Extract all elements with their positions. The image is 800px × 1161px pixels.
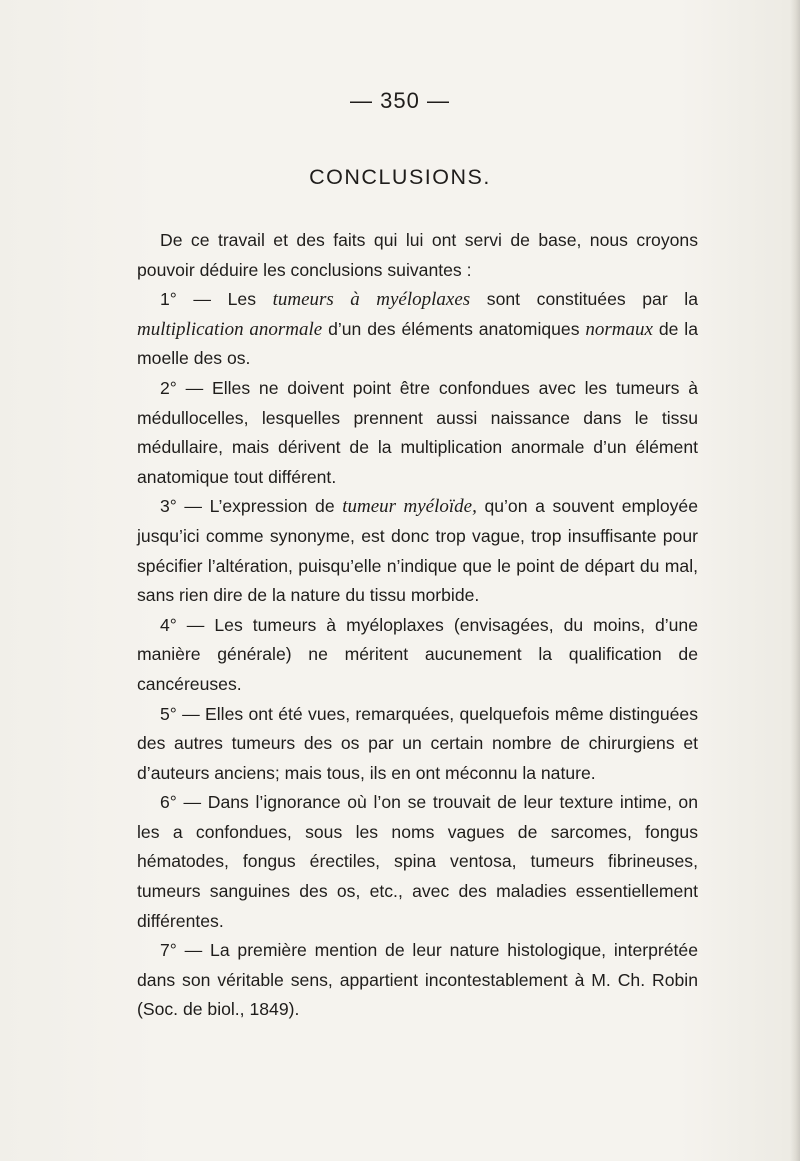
conclusion-5: 5° — Elles ont été vues, remarquées, quelquefois même distinguées des autres tumeurs des os par un certain nombre de chirurgiens et d’auteurs anciens; mais tous, ils en ont méconnu la nature. bbox=[137, 703, 698, 783]
conclusion-3-term-myeloide: tumeur myéloïde, bbox=[342, 496, 477, 518]
conclusion-1-text-g: de la moelle des os. bbox=[137, 318, 698, 369]
conclusion-1 bbox=[137, 285, 698, 374]
conclusion-1-term-normaux: normaux bbox=[585, 318, 653, 340]
conclusion-3-text-a: 3° — L’expression de bbox=[160, 496, 343, 517]
conclusion-7: 7° — La première mention de leur nature histologique, interprétée dans son véritable sens, appartient incontestablement à M. Ch. Robin (Soc. de biol., 1849). bbox=[137, 940, 698, 1020]
conclusion-2: 2° — Elles ne doivent point être confondues avec les tumeurs à médullocelles, lesquelles prennent aussi naissance dans le tissu médullaire, mais dérivent de la multiplication anormale d’un élément anatomique tout différent. bbox=[137, 377, 698, 487]
conclusion-1-text-c: sont constituées par la bbox=[470, 289, 698, 310]
page-number: — 350 — bbox=[350, 88, 450, 113]
conclusion-1-term-myeloplaxes: tumeurs à myéloplaxes bbox=[272, 289, 471, 311]
conclusions-body bbox=[137, 226, 698, 1025]
conclusion-1-term-multiplication: multiplication anormale bbox=[137, 318, 323, 340]
conclusion-1-text-a: 1° — Les bbox=[160, 289, 273, 310]
conclusion-3-text-c: qu’on a souvent employée jusqu’ici comme synonyme, est donc trop vague, trop insuffisante pour spécifier l’altération, puisqu’elle n’indique que le point de départ du mal, sans rien dire de la nature du tissu morbide. bbox=[137, 496, 699, 606]
section-title: CONCLUSIONS. bbox=[309, 165, 491, 189]
intro-paragraph: De ce travail et des faits qui lui ont servi de base, nous croyons pouvoir déduire les conclusions suivantes : bbox=[137, 230, 698, 280]
conclusion-6: 6° — Dans l’ignorance où l’on se trouvait de leur texture intime, on les a confondues, sous les noms vagues de sarcomes, fongus hématodes, fongus érectiles, spina ventosa, tumeurs fibrineuses, tumeurs sanguines des os, etc., avec des maladies essentiellement différentes. bbox=[137, 792, 698, 931]
conclusion-1-text-e: d’un des éléments anatomiques bbox=[322, 318, 586, 339]
conclusion-3 bbox=[137, 492, 698, 610]
conclusion-4: 4° — Les tumeurs à myéloplaxes (envisagées, du moins, d’une manière générale) ne méritent aucunement la qualification de cancéreuses. bbox=[137, 614, 698, 694]
